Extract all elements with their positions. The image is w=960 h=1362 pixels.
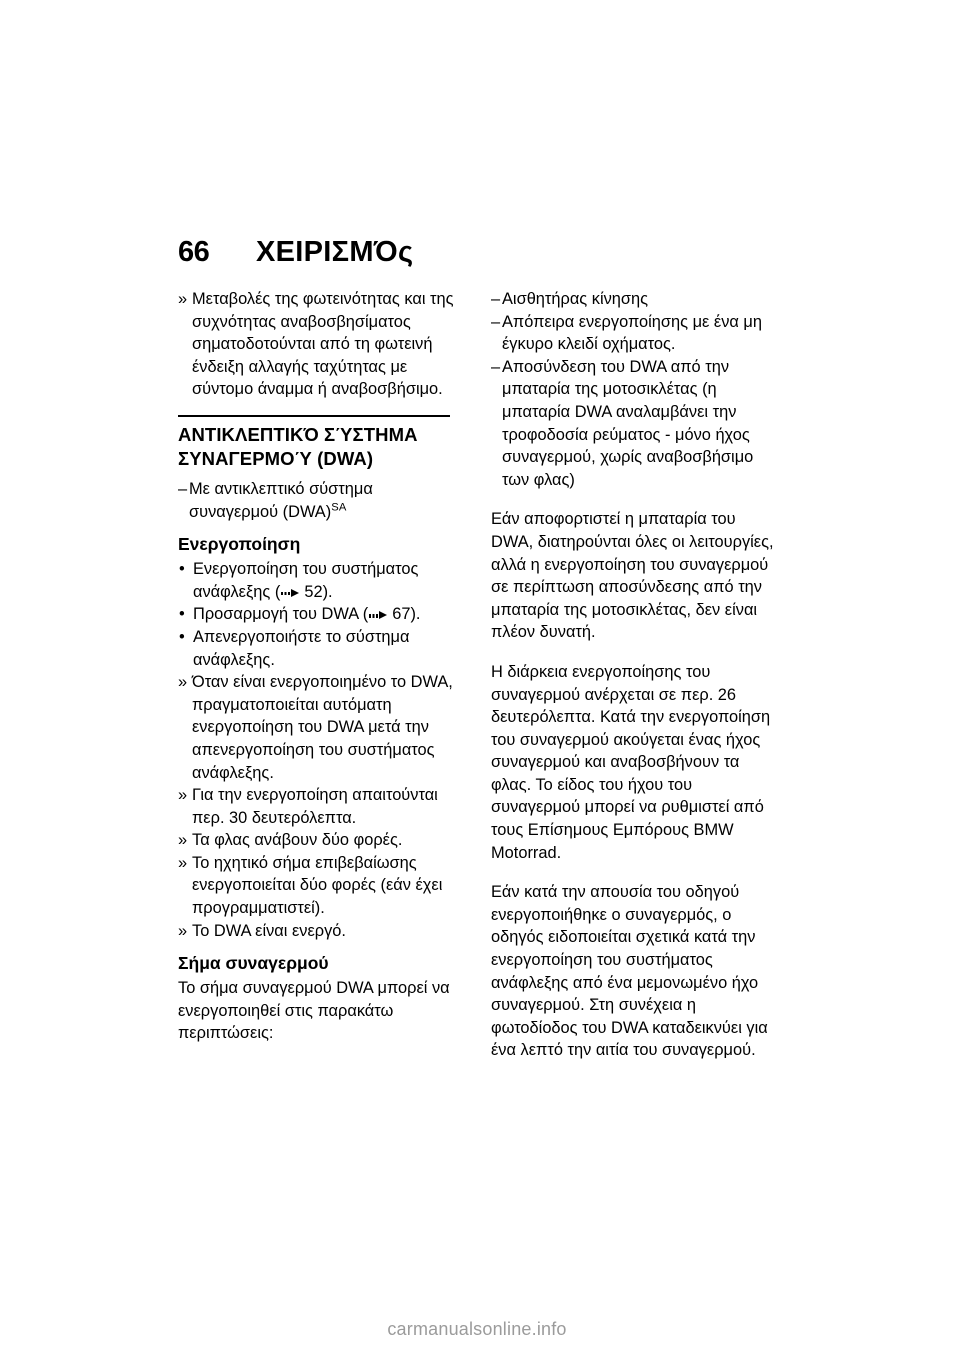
- list-item: [178, 558, 464, 603]
- activation-results-list: [178, 671, 464, 942]
- bullet-marker-icon: •: [179, 627, 185, 646]
- list-item-text: Μεταβολές της φωτεινότητας και της συχνότητας αναβοσβησίματος σηματοδοτούνται από τη φωτεινή ένδειξη αλλαγής ταχύτητας με σύντομο άναμμα ή αναβοσβήσιμο.: [192, 290, 454, 399]
- guillemet-marker-icon: »: [178, 853, 188, 872]
- equipment-list-item: [178, 478, 464, 523]
- equipment-item-label: Με αντικλεπτικό σύστημα συναγερμού (DWA): [189, 479, 373, 521]
- list-item-text: [193, 558, 464, 603]
- paragraph-battery: Εάν αποφορτιστεί η μπαταρία του DWA, διατηρούνται όλες οι λειτουργίες, αλλά η ενεργοποίηση του συναγερμού σε περίπτωση αποσύνδεσης από την μπαταρία της μοτοσικλέτας, δεν είναι πλέον δυνατή.: [491, 510, 774, 642]
- bullet-marker-icon: •: [179, 560, 185, 579]
- guillemet-marker-icon: »: [178, 290, 188, 308]
- content-columns: [178, 288, 778, 1062]
- page-header: [178, 236, 778, 269]
- activation-steps-list: [178, 558, 464, 671]
- page-reference: 52: [304, 582, 323, 601]
- paragraph-duration: Η διάρκεια ενεργοποίησης του συναγερμού ανέρχεται σε περ. 26 δευτερόλεπτα. Κατά την ενεργοποίηση του συναγερμού ακούγεται ένας ήχος συναγερμού και αναβοσβήνουν τα φλας. Το είδος του ήχου του συναγερμού μπορεί να ρυθμιστεί από τους Επίσημους Εμπόρους BMW Motorrad.: [491, 662, 771, 862]
- list-item-text: Απενεργοποιήστε το σύστημα ανάφλεξης.: [193, 627, 410, 669]
- guillemet-marker-icon: »: [178, 673, 188, 692]
- list-item: [178, 603, 464, 626]
- list-item-text: Αποσύνδεση του DWA από την μπαταρία της μοτοσικλέτας (η μπαταρία DWA αναλαμβάνει την τροφοδοσία ρεύματος - μόνο ήχος συναγερμού, χωρίς αναβοσβήσιμο των φλας): [502, 357, 754, 489]
- list-item-text: Τα φλας ανάβουν δύο φορές.: [192, 831, 403, 850]
- special-accessory-superscript: SA: [331, 501, 347, 514]
- list-item: [491, 311, 777, 356]
- step-text-before-xref: Προσαρμογή του DWA (: [193, 605, 369, 624]
- list-item-text: Το ηχητικό σήμα επιβεβαίωσης ενεργοποιείται δύο φορές (εάν έχει προγραμματιστεί).: [192, 853, 443, 918]
- section-divider: [178, 415, 450, 417]
- dash-marker-icon: –: [491, 290, 501, 308]
- page-reference: 67: [392, 605, 411, 624]
- xref-arrow-icon: [281, 589, 301, 598]
- list-item-text: Το DWA είναι ενεργό.: [192, 921, 346, 940]
- list-item-text: Για την ενεργοποίηση απαιτούνται περ. 30 δευτερόλεπτα.: [192, 786, 438, 827]
- right-column: [491, 288, 777, 1062]
- list-item: [178, 288, 464, 401]
- step-text-before-xref: Ενεργοποίηση του συστήματος ανάφλεξης (: [193, 560, 419, 601]
- section-heading: ΑΝΤΙΚΛΕΠΤΙΚΌ ΣΎΣΤΗΜΑ ΣΥΝΑΓΕΡΜΟΎ (DWA): [178, 423, 418, 469]
- list-item: [178, 626, 464, 671]
- activation-heading: Ενεργοποίηση: [178, 534, 301, 555]
- step-text-after-xref: ).: [410, 605, 421, 624]
- dash-marker-icon: –: [491, 357, 501, 376]
- equipment-item-text: [189, 478, 464, 523]
- list-item: [178, 671, 464, 784]
- dash-marker-icon: –: [491, 312, 501, 331]
- page-number: 66: [178, 236, 210, 268]
- guillemet-marker-icon: »: [178, 786, 188, 805]
- paragraph-driver-absence: Εάν κατά την απουσία του οδηγού ενεργοποιήθηκε ο συναγερμός, ο οδηγός ειδοποιείται σχετικά κατά την ενεργοποίηση του συστήματος ανάφλεξης από ένα μεμονωμένο ήχο συναγερμού. Στη συνέχεια η φωτοδίοδος του DWA καταδεικνύει για ένα λεπτό την αιτία του συναγερμού.: [491, 883, 768, 1060]
- alarm-triggers-list: [491, 288, 777, 491]
- guillemet-marker-icon: »: [178, 831, 188, 850]
- list-item-text: Απόπειρα ενεργοποίησης με ένα μη έγκυρο κλειδί οχήματος.: [502, 312, 762, 354]
- watermark: carmanualsonline.info: [387, 1319, 567, 1339]
- dash-marker-icon: –: [178, 479, 188, 498]
- alarm-signal-intro: Το σήμα συναγερμού DWA μπορεί να ενεργοποιηθεί στις παρακάτω περιπτώσεις:: [178, 979, 450, 1043]
- step-text-after-xref: ).: [322, 582, 333, 601]
- xref-arrow-icon: [369, 611, 389, 620]
- list-item-text: Όταν είναι ενεργοποιημένο το DWA, πραγματοποιείται αυτόματη ενεργοποίηση του DWA μετά την απενεργοποίηση του συστήματος ανάφλεξης.: [192, 673, 453, 782]
- list-item: [178, 920, 464, 943]
- alarm-signal-heading: Σήμα συναγερμού: [178, 953, 329, 974]
- bullet-marker-icon: •: [179, 605, 185, 624]
- left-column: [178, 288, 464, 1045]
- list-item: [178, 852, 464, 920]
- list-item-text: Αισθητήρας κίνησης: [502, 290, 649, 308]
- guillemet-marker-icon: »: [178, 921, 188, 940]
- list-item: [491, 356, 777, 492]
- list-item-text: [193, 603, 464, 626]
- list-item: [178, 784, 464, 829]
- list-item: [491, 288, 777, 311]
- list-item: [178, 829, 464, 852]
- page-title: ΧΕΙΡΙΣΜΌς: [256, 236, 414, 268]
